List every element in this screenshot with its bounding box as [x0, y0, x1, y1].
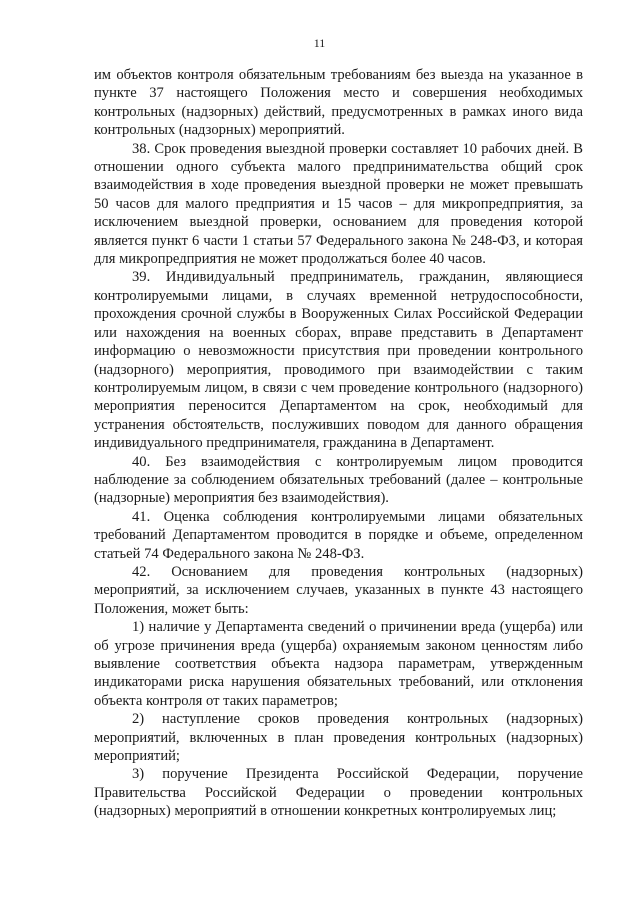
paragraph-39: 39. Индивидуальный предприниматель, гражданин, являющиеся контролируемыми лицами, в случаях временной нетрудоспособности, прохождения срочной службы в Вооруженных Силах Российской Федерации или нахождения на военных сборах, вправе представить в Департамент информацию о невозможности присутствия при проведении контрольного (надзорного) мероприятия, проводимого при взаимодействии с таким контролируемым лицом, в связи с чем проведение контрольного (надзорного) мероприятия переносится Департаментом на срок, необходимый для устранения обстоятельств, послуживших поводом для данного обращения индивидуального предпринимателя, гражданина в Департамент. — [94, 269, 583, 452]
document-body — [94, 66, 583, 821]
paragraph-42: 42. Основанием для проведения контрольных (надзорных) мероприятий, за исключением случаев, указанных в пункте 43 настоящего Положения, может быть: — [94, 563, 583, 617]
paragraph-40: 40. Без взаимодействия с контролируемым лицом проводится наблюдение за соблюдением обязательных требований (далее – контрольные (надзорные) мероприятия без взаимодействия). — [94, 453, 583, 507]
paragraph-38: 38. Срок проведения выездной проверки составляет 10 рабочих дней. В отношении одного субъекта малого предпринимательства общий срок взаимодействия в ходе проведения выездной проверки не может превышать 50 часов для малого предприятия и 15 часов – для микропредприятия, за исключением выездной проверки, основанием для проведения которой является пункт 6 части 1 статьи 57 Федерального закона № 248-ФЗ, и которая для микропредприятия не может продолжаться более 40 часов. — [94, 140, 583, 268]
paragraph-continuation: им объектов контроля обязательным требованиям без выезда на указанное в пункте 37 настоящего Положения место и совершения необходимых контрольных (надзорных) действий, предусмотренных в рамках иного вида контрольных (надзорных) мероприятий. — [94, 67, 583, 139]
list-item-2: 2) наступление сроков проведения контрольных (надзорных) мероприятий, включенных в план проведения контрольных (надзорных) мероприятий; — [94, 711, 583, 765]
page-number: 11 — [313, 36, 326, 50]
paragraph-41: 41. Оценка соблюдения контролируемыми лицами обязательных требований Департаментом проводится в порядке и объеме, определенном статьей 74 Федерального закона № 248-ФЗ. — [94, 508, 583, 562]
list-item-1: 1) наличие у Департамента сведений о причинении вреда (ущерба) или об угрозе причинения вреда (ущерба) охраняемым законом ценностям либо выявление соответствия объекта надзора параметрам, утвержденным индикаторами риска нарушения обязательных требований, или отклонения объекта контроля от таких параметров; — [94, 619, 583, 709]
list-item-3: 3) поручение Президента Российской Федерации, поручение Правительства Российской Федерации о проведении контрольных (надзорных) мероприятий в отношении конкретных контролируемых лиц; — [94, 766, 583, 820]
